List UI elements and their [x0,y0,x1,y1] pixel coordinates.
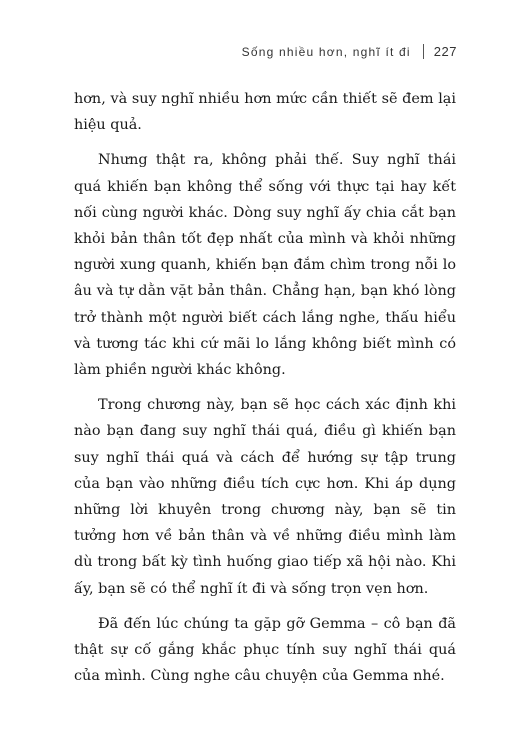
paragraph: Đã đến lúc chúng ta gặp gỡ Gemma – cô bạn đã thật sự cố gắng khắc phục tính suy nghĩ thái quá của mình. Cùng nghe câu chuyện của Gemma nhé. [74,615,456,685]
body-text [74,86,456,689]
running-title: Sống nhiều hơn, nghĩ ít đi [241,44,411,59]
running-header [242,44,457,59]
header-divider [423,44,424,59]
paragraph: Nhưng thật ra, không phải thế. Suy nghĩ thái quá khiến bạn không thể sống với thực tại hay kết nối cùng người khác. Dòng suy nghĩ ấy chia cắt bạn khỏi bản thân tốt đẹp nhất của mình và khỏi những người xung quanh, khiến bạn đắm chìm trong nỗi lo âu và tự dằn vặt bản thân. Chẳng hạn, bạn khó lòng trở thành một người biết cách lắng nghe, thấu hiểu và tương tác khi cứ mãi lo lắng không biết mình có làm phiền người khác không. [74,152,456,379]
page-number: 227 [433,44,457,59]
paragraph-continuation: hơn, và suy nghĩ nhiều hơn mức cần thiết sẽ đem lại hiệu quả. [74,91,456,134]
paragraph: Trong chương này, bạn sẽ học cách xác định khi nào bạn đang suy nghĩ thái quá, điều gì khiến bạn suy nghĩ thái quá và cách để hướng sự tập trung của bạn vào những điều tích cực hơn. Khi áp dụng những lời khuyên trong chương này, bạn sẽ tin tưởng hơn về bản thân và về những điều mình làm dù trong bất kỳ tình huống giao tiếp xã hội nào. Khi ấy, bạn sẽ có thể nghĩ ít đi và sống trọn vẹn hơn. [74,397,456,597]
